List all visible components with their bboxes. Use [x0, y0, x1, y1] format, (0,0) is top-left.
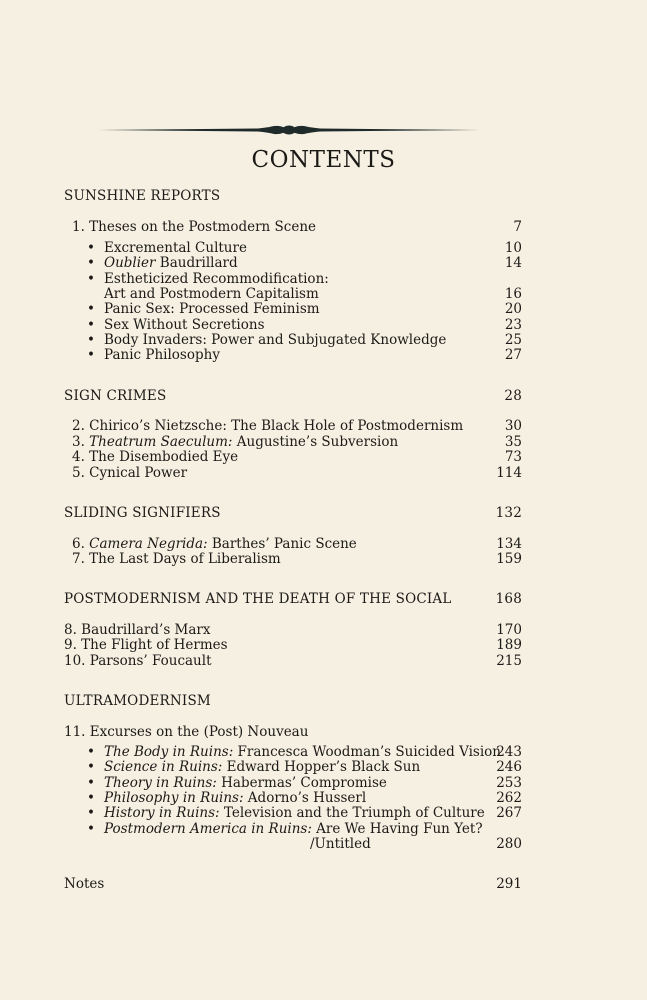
- toc-entry: 1. Theses on the Postmodern Scene: [72, 219, 317, 235]
- toc-subentry: • Oublier Baudrillard: [104, 255, 238, 271]
- page-number: 16: [504, 286, 522, 302]
- page-number: 291: [496, 876, 522, 892]
- section-sign-crimes: [64, 388, 522, 404]
- page-number: 267: [496, 805, 522, 821]
- page-number: 170: [496, 622, 522, 638]
- toc-subentry: • Estheticized Recommodification:: [104, 271, 329, 287]
- toc-entry: 5. Cynical Power: [72, 465, 188, 481]
- toc-entry: 6. Camera Negrida: Barthes’ Panic Scene: [72, 536, 357, 552]
- page-number: 28: [504, 388, 522, 404]
- toc-entry: 10. Parsons’ Foucault: [64, 653, 212, 669]
- section-sliding-signifiers: [64, 505, 522, 521]
- toc-entry: 9. The Flight of Hermes: [64, 637, 228, 653]
- section-death-of-the-social: [64, 591, 522, 607]
- page-number: 27: [504, 347, 522, 363]
- page-number: 114: [496, 465, 522, 481]
- page-number: 189: [496, 637, 522, 653]
- toc-subentry: • Postmodern America in Ruins: Are We Having Fun Yet?: [104, 821, 483, 837]
- toc-subentry: • Body Invaders: Power and Subjugated Knowledge: [104, 332, 446, 348]
- toc-entry: 11. Excurses on the (Post) Nouveau: [64, 724, 309, 740]
- page-number: 20: [504, 301, 522, 317]
- page-title: CONTENTS: [251, 147, 396, 173]
- page-number: 25: [504, 332, 522, 348]
- toc-subentry: • The Body in Ruins: Francesca Woodman’s Suicided Vision: [104, 744, 501, 760]
- toc-subentry: • Science in Ruins: Edward Hopper’s Black Sun: [104, 759, 420, 775]
- page-number: 215: [496, 653, 522, 669]
- page-number: 30: [504, 418, 522, 434]
- page-number: 168: [495, 591, 522, 607]
- page-number: 10: [504, 240, 522, 256]
- toc-subentry-continuation: Art and Postmodern Capitalism: [104, 286, 319, 302]
- ornamental-rule: [98, 122, 480, 138]
- section-label: SUNSHINE REPORTS: [64, 188, 221, 204]
- toc-subentry: • Panic Philosophy: [104, 347, 220, 363]
- notes-entry: Notes: [64, 876, 105, 892]
- toc-entry: 7. The Last Days of Liberalism: [72, 551, 281, 567]
- toc-subentry: • History in Ruins: Television and the Triumph of Culture: [104, 805, 485, 821]
- section-label: SLIDING SIGNIFIERS: [64, 505, 221, 521]
- page-number: 280: [496, 836, 522, 852]
- toc-subentry: • Panic Sex: Processed Feminism: [104, 301, 320, 317]
- toc-subentry: • Sex Without Secretions: [104, 317, 265, 333]
- section-sunshine-reports: [64, 188, 522, 204]
- toc-entry: 3. Theatrum Saeculum: Augustine’s Subversion: [72, 434, 399, 450]
- page-number: 132: [495, 505, 522, 521]
- toc-entry: 4. The Disembodied Eye: [72, 449, 239, 465]
- section-ultramodernism: [64, 693, 522, 709]
- toc-entry: 2. Chirico’s Nietzsche: The Black Hole of Postmodernism: [72, 418, 464, 434]
- toc-subentry: • Excremental Culture: [104, 240, 247, 256]
- toc-subentry-continuation: /Untitled: [310, 836, 371, 852]
- page-number: 23: [504, 317, 522, 333]
- page-number: 14: [504, 255, 522, 271]
- section-label: SIGN CRIMES: [64, 388, 167, 404]
- toc-subentry: • Theory in Ruins: Habermas’ Compromise: [104, 775, 387, 791]
- page-number: 253: [496, 775, 522, 791]
- toc-subentry: • Philosophy in Ruins: Adorno’s Husserl: [104, 790, 366, 806]
- page-number: 246: [496, 759, 522, 775]
- section-label: ULTRAMODERNISM: [64, 693, 211, 709]
- page-number: 243: [496, 744, 522, 760]
- page-number: 262: [496, 790, 522, 806]
- page-number: 73: [504, 449, 522, 465]
- page-number: 159: [496, 551, 522, 567]
- page-number: 35: [504, 434, 522, 450]
- section-label: POSTMODERNISM AND THE DEATH OF THE SOCIAL: [64, 591, 452, 607]
- page-number: 134: [496, 536, 522, 552]
- toc-entry: 8. Baudrillard’s Marx: [64, 622, 211, 638]
- page-number: 7: [513, 219, 522, 235]
